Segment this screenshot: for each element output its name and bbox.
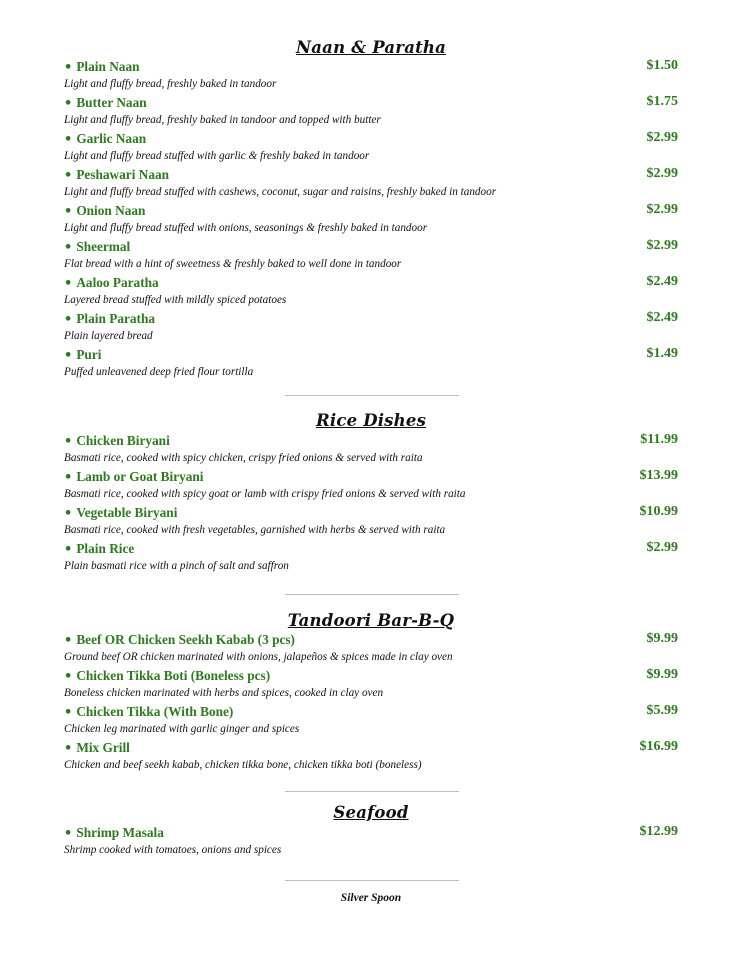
item-description: Light and fluffy bread stuffed with garlic & freshly baked in tandoor [64, 150, 370, 162]
item-description: Plain layered bread [64, 330, 153, 342]
item-name: Puri [76, 347, 102, 362]
item-name: Vegetable Biryani [76, 505, 178, 520]
item-description: Ground beef OR chicken marinated with onions, jalapeños & spices made in clay oven [64, 651, 453, 663]
item-price: $2.49 [646, 310, 678, 325]
bullet-icon: • [64, 669, 73, 684]
menu-item [64, 165, 678, 201]
item-description: Light and fluffy bread stuffed with cashews, coconut, sugar and raisins, freshly baked in tandoor [64, 186, 497, 198]
restaurant-name-footer: Silver Spoon [340, 892, 402, 904]
item-name: Shrimp Masala [76, 825, 164, 840]
item-name: Peshawari Naan [76, 167, 170, 182]
item-list [64, 57, 678, 381]
item-name: Plain Naan [76, 59, 140, 74]
section-divider [285, 880, 459, 881]
item-description: Light and fluffy bread stuffed with onions, seasonings & freshly baked in tandoor [64, 222, 428, 234]
item-name: Aaloo Paratha [76, 275, 159, 290]
item-name: Sheermal [76, 239, 131, 254]
item-list [64, 630, 678, 774]
menu-item [64, 823, 678, 859]
item-price: $12.99 [639, 824, 678, 839]
item-price: $16.99 [639, 739, 678, 754]
section-title: Tandoori Bar-B-Q [287, 611, 455, 630]
item-name: Chicken Tikka Boti (Boneless pcs) [76, 668, 271, 683]
bullet-icon: • [64, 826, 73, 841]
bullet-icon: • [64, 542, 73, 557]
section-rice-dishes [64, 410, 678, 575]
item-name: Plain Paratha [76, 311, 155, 326]
item-description: Light and fluffy bread, freshly baked in tandoor [64, 78, 277, 90]
item-description: Basmati rice, cooked with spicy chicken, crispy fried onions & served with raita [64, 452, 423, 464]
item-list [64, 823, 678, 859]
item-price: $13.99 [639, 468, 678, 483]
section-divider [285, 395, 459, 396]
item-price: $1.50 [646, 58, 678, 73]
menu-item [64, 431, 678, 467]
menu-item [64, 503, 678, 539]
item-price: $2.99 [646, 130, 678, 145]
bullet-icon: • [64, 470, 73, 485]
item-price: $9.99 [646, 631, 678, 646]
section-divider [285, 594, 459, 595]
item-price: $2.99 [646, 166, 678, 181]
item-name: Chicken Biryani [76, 433, 170, 448]
item-price: $5.99 [646, 703, 678, 718]
bullet-icon: • [64, 312, 73, 327]
item-description: Chicken leg marinated with garlic ginger and spices [64, 723, 300, 735]
item-name: Garlic Naan [76, 131, 147, 146]
item-description: Boneless chicken marinated with herbs and spices, cooked in clay oven [64, 687, 384, 699]
bullet-icon: • [64, 434, 73, 449]
menu-item [64, 345, 678, 381]
menu-item [64, 57, 678, 93]
bullet-icon: • [64, 741, 73, 756]
bullet-icon: • [64, 60, 73, 75]
menu-item [64, 273, 678, 309]
item-description: Basmati rice, cooked with fresh vegetables, garnished with herbs & served with raita [64, 524, 446, 536]
bullet-icon: • [64, 168, 73, 183]
item-price: $1.49 [646, 346, 678, 361]
bullet-icon: • [64, 506, 73, 521]
item-name: Lamb or Goat Biryani [76, 469, 204, 484]
item-price: $11.99 [640, 432, 678, 447]
section-title: Seafood [333, 803, 409, 822]
item-price: $2.99 [646, 202, 678, 217]
item-description: Light and fluffy bread, freshly baked in tandoor and topped with butter [64, 114, 381, 126]
bullet-icon: • [64, 204, 73, 219]
item-list [64, 431, 678, 575]
bullet-icon: • [64, 240, 73, 255]
menu-item [64, 702, 678, 738]
item-name: Mix Grill [76, 740, 130, 755]
menu-item [64, 630, 678, 666]
item-description: Puffed unleavened deep fried flour tortilla [64, 366, 254, 378]
menu-item [64, 201, 678, 237]
item-description: Chicken and beef seekh kabab, chicken tikka bone, chicken tikka boti (boneless) [64, 759, 422, 771]
section-tandoori-bbq [64, 610, 678, 774]
item-name: Chicken Tikka (With Bone) [76, 704, 234, 719]
menu-item [64, 467, 678, 503]
item-description: Basmati rice, cooked with spicy goat or lamb with crispy fried onions & served with raita [64, 488, 466, 500]
item-price: $2.99 [646, 540, 678, 555]
bullet-icon: • [64, 633, 73, 648]
item-price: $2.99 [646, 238, 678, 253]
menu-item [64, 93, 678, 129]
item-name: Butter Naan [76, 95, 147, 110]
item-name: Onion Naan [76, 203, 146, 218]
item-description: Plain basmati rice with a pinch of salt and saffron [64, 560, 289, 572]
item-description: Layered bread stuffed with mildly spiced potatoes [64, 294, 287, 306]
menu-item [64, 129, 678, 165]
section-title: Rice Dishes [315, 411, 427, 430]
section-title: Naan & Paratha [296, 38, 446, 57]
section-seafood [64, 802, 678, 859]
bullet-icon: • [64, 132, 73, 147]
menu-item [64, 309, 678, 345]
menu-item [64, 666, 678, 702]
menu-item [64, 539, 678, 575]
menu-item [64, 237, 678, 273]
bullet-icon: • [64, 276, 73, 291]
bullet-icon: • [64, 96, 73, 111]
section-naan-paratha [64, 37, 678, 381]
bullet-icon: • [64, 348, 73, 363]
bullet-icon: • [64, 705, 73, 720]
item-price: $1.75 [646, 94, 678, 109]
item-price: $10.99 [639, 504, 678, 519]
menu-item [64, 738, 678, 774]
item-name: Beef OR Chicken Seekh Kabab (3 pcs) [76, 632, 295, 647]
item-description: Flat bread with a hint of sweetness & freshly baked to well done in tandoor [64, 258, 402, 270]
item-name: Plain Rice [76, 541, 135, 556]
section-divider [285, 791, 459, 792]
item-price: $9.99 [646, 667, 678, 682]
item-price: $2.49 [646, 274, 678, 289]
item-description: Shrimp cooked with tomatoes, onions and spices [64, 844, 282, 856]
